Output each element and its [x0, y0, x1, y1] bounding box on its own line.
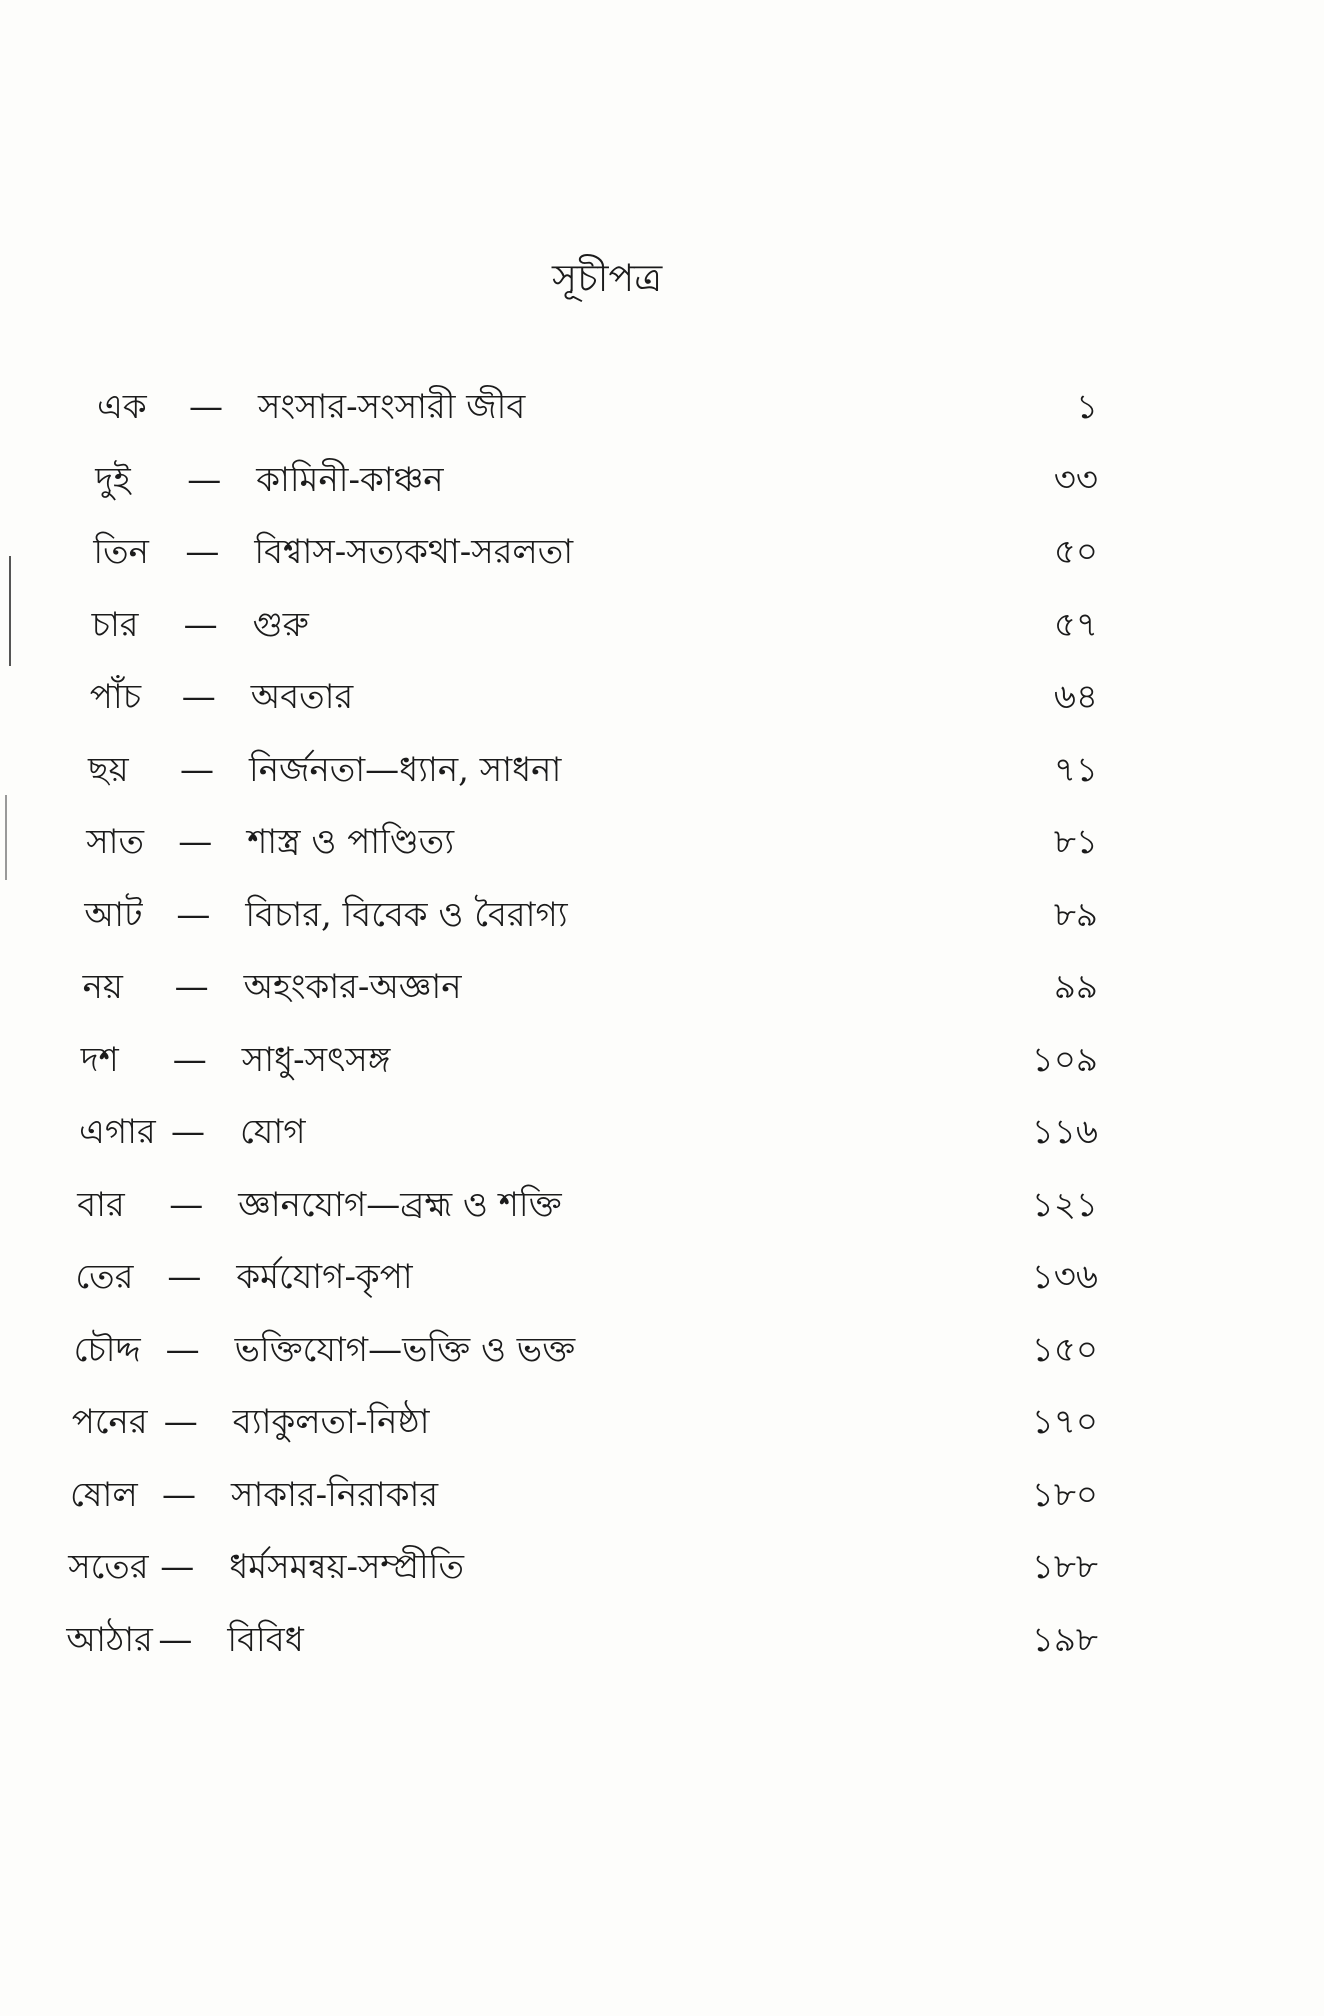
dash-separator: —: [172, 1039, 207, 1080]
dash-separator: —: [171, 1112, 205, 1152]
toc-entry: [0, 879, 1324, 951]
chapter-title: বিশ্বাস-সত্যকথা-সরলতা: [254, 532, 574, 572]
toc-entry: [0, 444, 1324, 516]
chapter-title: সংসার-সংসারী জীব: [258, 387, 526, 427]
chapter-number: এক: [97, 387, 147, 427]
chapter-title: বিচার, বিবেক ও বৈরাগ্য: [245, 894, 568, 935]
page-number: ৬৪: [1053, 677, 1098, 717]
chapter-title: অহংকার-অজ্ঞান: [243, 967, 462, 1007]
page-number: ৮৯: [1053, 894, 1098, 935]
chapter-number: চার: [91, 604, 139, 645]
toc-entry: [0, 589, 1324, 661]
dash-separator: —: [189, 387, 223, 427]
toc-entry: [0, 1459, 1324, 1531]
page-number: ১৩৬: [1031, 1257, 1098, 1297]
chapter-number: চৌদ্দ: [73, 1329, 141, 1370]
chapter-number: তের: [75, 1257, 134, 1297]
toc-entry: [0, 371, 1324, 443]
chapter-number: দুই: [95, 459, 131, 500]
chapter-number: ছয়: [88, 749, 129, 790]
dash-separator: —: [180, 749, 214, 790]
toc-entry: [0, 734, 1324, 806]
chapter-title: ব্যাকুলতা-নিষ্ঠা: [232, 1402, 430, 1442]
toc-entry: [0, 951, 1324, 1023]
chapter-title: শাস্ত্র ও পাণ্ডিত্য: [247, 822, 455, 862]
chapter-title: গুরু: [252, 604, 309, 645]
dash-separator: —: [176, 894, 211, 935]
toc-entry: [0, 516, 1324, 588]
toc-entry: [0, 1386, 1324, 1458]
toc-entry: [0, 1314, 1324, 1386]
chapter-title: সাকার-নিরাকার: [231, 1474, 439, 1515]
page-number: ১৮০: [1031, 1474, 1098, 1515]
chapter-title: সাধু-সৎসঙ্গ: [241, 1039, 391, 1080]
chapter-number: তিন: [93, 532, 149, 572]
chapter-title: ধর্মসমন্বয়-সম্প্রীতি: [229, 1547, 464, 1587]
page-number: ১: [1075, 387, 1098, 427]
page-number: ১০৯: [1031, 1039, 1098, 1080]
chapter-number: নয়: [82, 967, 123, 1007]
chapter-number: এগার: [79, 1112, 156, 1152]
chapter-number: বার: [77, 1184, 125, 1225]
toc-entry: [0, 1169, 1324, 1241]
chapter-title: কর্মযোগ-কৃপা: [236, 1257, 413, 1297]
toc-entry: [0, 1096, 1324, 1168]
chapter-title: কামিনী-কাঞ্চন: [256, 459, 444, 500]
page-number: ১৫০: [1031, 1329, 1098, 1370]
page-number: ৭১: [1053, 749, 1098, 790]
dash-separator: —: [185, 532, 220, 572]
toc-entry: [0, 806, 1324, 878]
chapter-number: আঠার: [66, 1619, 153, 1660]
page-number: ৮১: [1053, 822, 1098, 862]
page-title: সূচীপত্র: [552, 256, 663, 300]
page-number: ৫৭: [1053, 604, 1098, 645]
chapter-number: ষোল: [70, 1474, 138, 1515]
chapter-title: অবতার: [250, 677, 354, 717]
dash-separator: —: [183, 604, 218, 645]
page-number: ১১৬: [1031, 1112, 1098, 1152]
chapter-title: নির্জনতা—ধ্যান, সাধনা: [249, 749, 562, 790]
dash-separator: —: [165, 1329, 200, 1370]
chapter-number: দশ: [80, 1039, 119, 1080]
chapter-title: বিবিধ: [227, 1619, 304, 1660]
chapter-title: যোগ: [240, 1112, 306, 1152]
page-number: ১৯৮: [1031, 1619, 1098, 1660]
page-number: ৩৩: [1053, 459, 1098, 500]
page-number: ১৮৮: [1031, 1547, 1098, 1587]
toc-entry: [0, 1531, 1324, 1603]
chapter-title: ভক্তিযোগ—ভক্তি ও ভক্ত: [234, 1329, 576, 1370]
dash-separator: —: [162, 1474, 196, 1515]
dash-separator: —: [160, 1547, 195, 1587]
dash-separator: —: [169, 1184, 204, 1225]
page-number: ১৭০: [1031, 1402, 1098, 1442]
dash-separator: —: [187, 459, 222, 500]
toc-entry: [0, 661, 1324, 733]
dash-separator: —: [158, 1619, 193, 1660]
dash-separator: —: [167, 1257, 202, 1297]
chapter-title: জ্ঞানযোগ—ব্রহ্ম ও শক্তি: [238, 1184, 562, 1225]
chapter-number: আট: [84, 894, 143, 935]
chapter-number: পাঁচ: [89, 677, 142, 717]
dash-separator: —: [163, 1402, 198, 1442]
toc-entry: [0, 1024, 1324, 1096]
page-number: ৯৯: [1053, 967, 1098, 1007]
dash-separator: —: [181, 677, 216, 717]
page-number: ৫০: [1053, 532, 1098, 572]
toc-entry: [0, 1604, 1324, 1676]
chapter-number: পনের: [71, 1402, 148, 1442]
dash-separator: —: [178, 822, 213, 862]
chapter-number: সাত: [86, 822, 145, 862]
toc-entry: [0, 1241, 1324, 1313]
chapter-number: সতের: [68, 1547, 149, 1587]
dash-separator: —: [174, 967, 209, 1007]
page-number: ১২১: [1031, 1184, 1098, 1225]
